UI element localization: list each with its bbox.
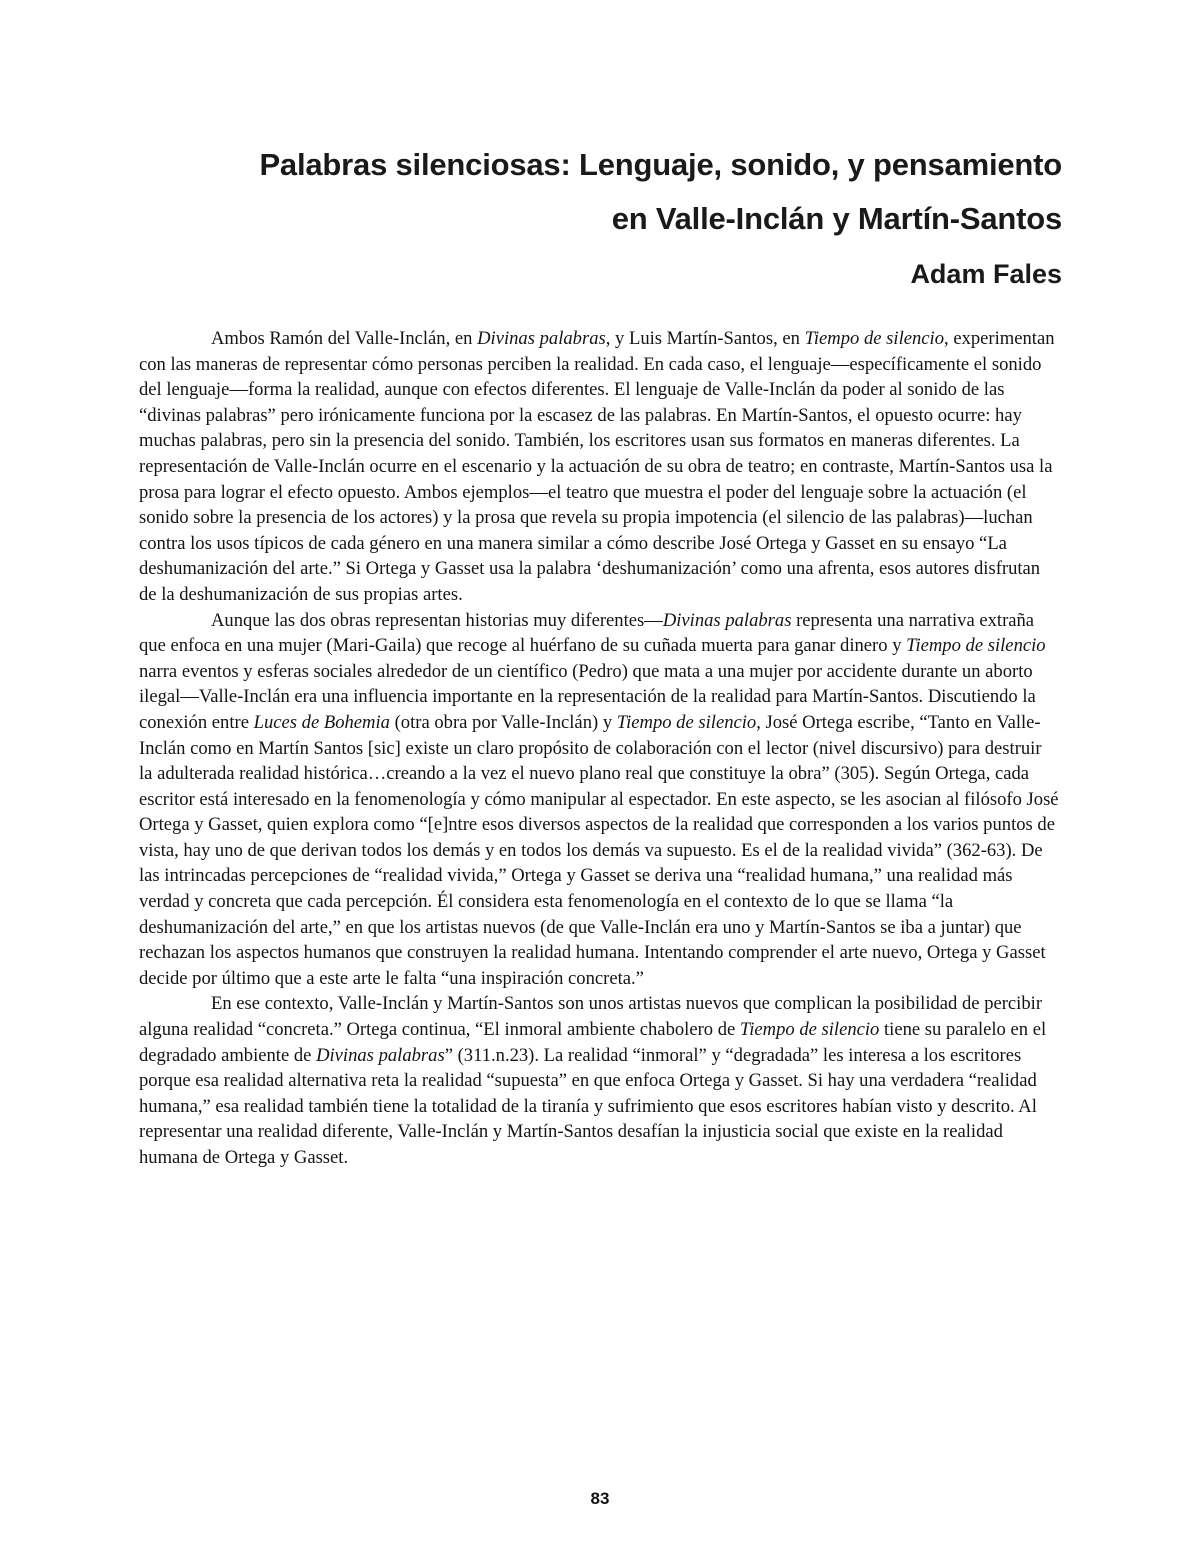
italic-title: Tiempo de silencio <box>906 635 1046 657</box>
page-number: 83 <box>590 1489 610 1508</box>
italic-title: Luces de Bohemia <box>253 711 390 733</box>
paragraph-3 <box>139 991 1059 1170</box>
article-title-line-1: Palabras silenciosas: Lenguaje, sonido, y pensamiento <box>259 147 1062 182</box>
paragraph-text: , y Luis Martín-Santos, en <box>605 328 805 349</box>
italic-title: Divinas palabras <box>316 1044 445 1066</box>
article-header <box>140 138 1062 294</box>
paragraph-text: (otra obra por Valle-Inclán) y <box>389 711 617 733</box>
paragraph-text: Aunque las dos obras representan historias muy diferentes— <box>211 609 663 631</box>
paragraph-text: representa una narrativa extraña que enfoca en una mujer (Mari-Gaila) que recoge al huérfano de su cuñada muerta para ganar dinero y <box>139 609 1035 657</box>
italic-title: Tiempo de silencio <box>804 328 945 349</box>
paragraph-text: narra eventos y esferas sociales alrededor de un científico (Pedro) que mata a una mujer por accidente durante un aborto ilegal—Valle-Inclán era una influencia importante en la representación de la realidad para Martín-Santos. Discutiendo la conexión entre <box>139 660 1036 733</box>
article-title-line-2: en Valle-Inclán y Martín-Santos <box>611 201 1062 236</box>
paragraph-text: En ese contexto, Valle-Inclán y Martín-Santos son unos artistas nuevos que complican la posibilidad de percibir alguna realidad “concreta.” Ortega continua, “El inmoral ambiente chabolero de <box>139 993 1043 1041</box>
paragraph-text: ” (311.n.23). La realidad “inmoral” y “degradada” les interesa a los escritores porque esa realidad alternativa reta la realidad “supuesta” en que enfoca Ortega y Gasset. Si hay una verdadera “realidad humana,” esa realidad también tiene la totalidad de la tiranía y sufrimiento que esos escritores habían visto y descrito. Al representar una realidad diferente, Valle-Inclán y Martín-Santos desafían la injusticia social que existe en la realidad humana de Ortega y Gasset. <box>139 1044 1037 1168</box>
paragraph-text: , experimentan con las maneras de representar cómo personas perciben la realidad. En cada caso, el lenguaje—específicamente el sonido del lenguaje—forma la realidad, aunque con efectos diferentes. El lenguaje de Valle-Inclán da poder al sonido de las “divinas palabras” pero irónicamente funciona por la escasez de las palabras. En Martín-Santos, el opuesto ocurre: hay muchas palabras, pero sin la presencia del sonido. También, los escritores usan sus formatos en maneras diferentes. La representación de Valle-Inclán ocurre en el escenario y la actuación de su obra de teatro; en contraste, Martín-Santos usa la prosa para lograr el efecto opuesto. Ambos ejemplos—el teatro que muestra el poder del lenguaje sobre la actuación (el sonido sobre la presencia de los actores) y la prosa que revela su propia impotencia (el silencio de las palabras)—luchan contra los usos típicos de cada género en una manera similar a cómo describe José Ortega y Gasset en su ensayo “La deshumanización del arte.” Si Ortega y Gasset usa la palabra ‘deshumanización’ como una afrenta, esos autores disfrutan de la deshumanización de sus propias artes. <box>139 328 1055 605</box>
italic-title: Tiempo de silencio <box>616 711 757 733</box>
italic-title: Divinas palabras <box>662 609 792 631</box>
author-name: Adam Fales <box>910 259 1062 289</box>
paragraph-1 <box>139 326 1059 608</box>
paragraph-text: tiene su paralelo en el degradado ambiente de <box>139 1019 1047 1066</box>
paragraph-text: , José Ortega escribe, “Tanto en Valle-Inclán como en Martín Santos [sic] existe un claro propósito de colaboración con el lector (nivel discursivo) para destruir la adulterada realidad histórica…creando a la vez el nuevo plano real que constituye la obra” (305). Según Ortega, cada escritor está interesado en la fenomenología y cómo manipular al espectador. En este aspecto, se les asocian al filósofo José Ortega y Gasset, quien explora como “[e]ntre esos diversos aspectos de la realidad que corresponden a los varios puntos de vista, hay uno de que derivan todos los demás y en todos los demás va supuesto. Es el de la realidad vivida” (362-63). De las intrincadas percepciones de “realidad vivida,” Ortega y Gasset se deriva una “realidad humana,” una realidad más verdad y concreta que cada percepción. Él considera esta fenomenología en el contexto de lo que se llama “la deshumanización del arte,” en que los artistas nuevos (de que Valle-Inclán era uno y Martín-Santos se iba a juntar) que rechazan los aspectos humanos que construyen la realidad humana. Intentando comprender el arte nuevo, Ortega y Gasset decide por último que a este arte le falta “una inspiración concreta.” <box>139 711 1059 989</box>
italic-title: Divinas palabras <box>477 328 606 349</box>
article-body <box>139 326 1059 1171</box>
paragraph-2 <box>139 608 1059 992</box>
paragraph-text: Ambos Ramón del Valle-Inclán, en <box>211 328 478 349</box>
italic-title: Tiempo de silencio <box>739 1019 880 1041</box>
